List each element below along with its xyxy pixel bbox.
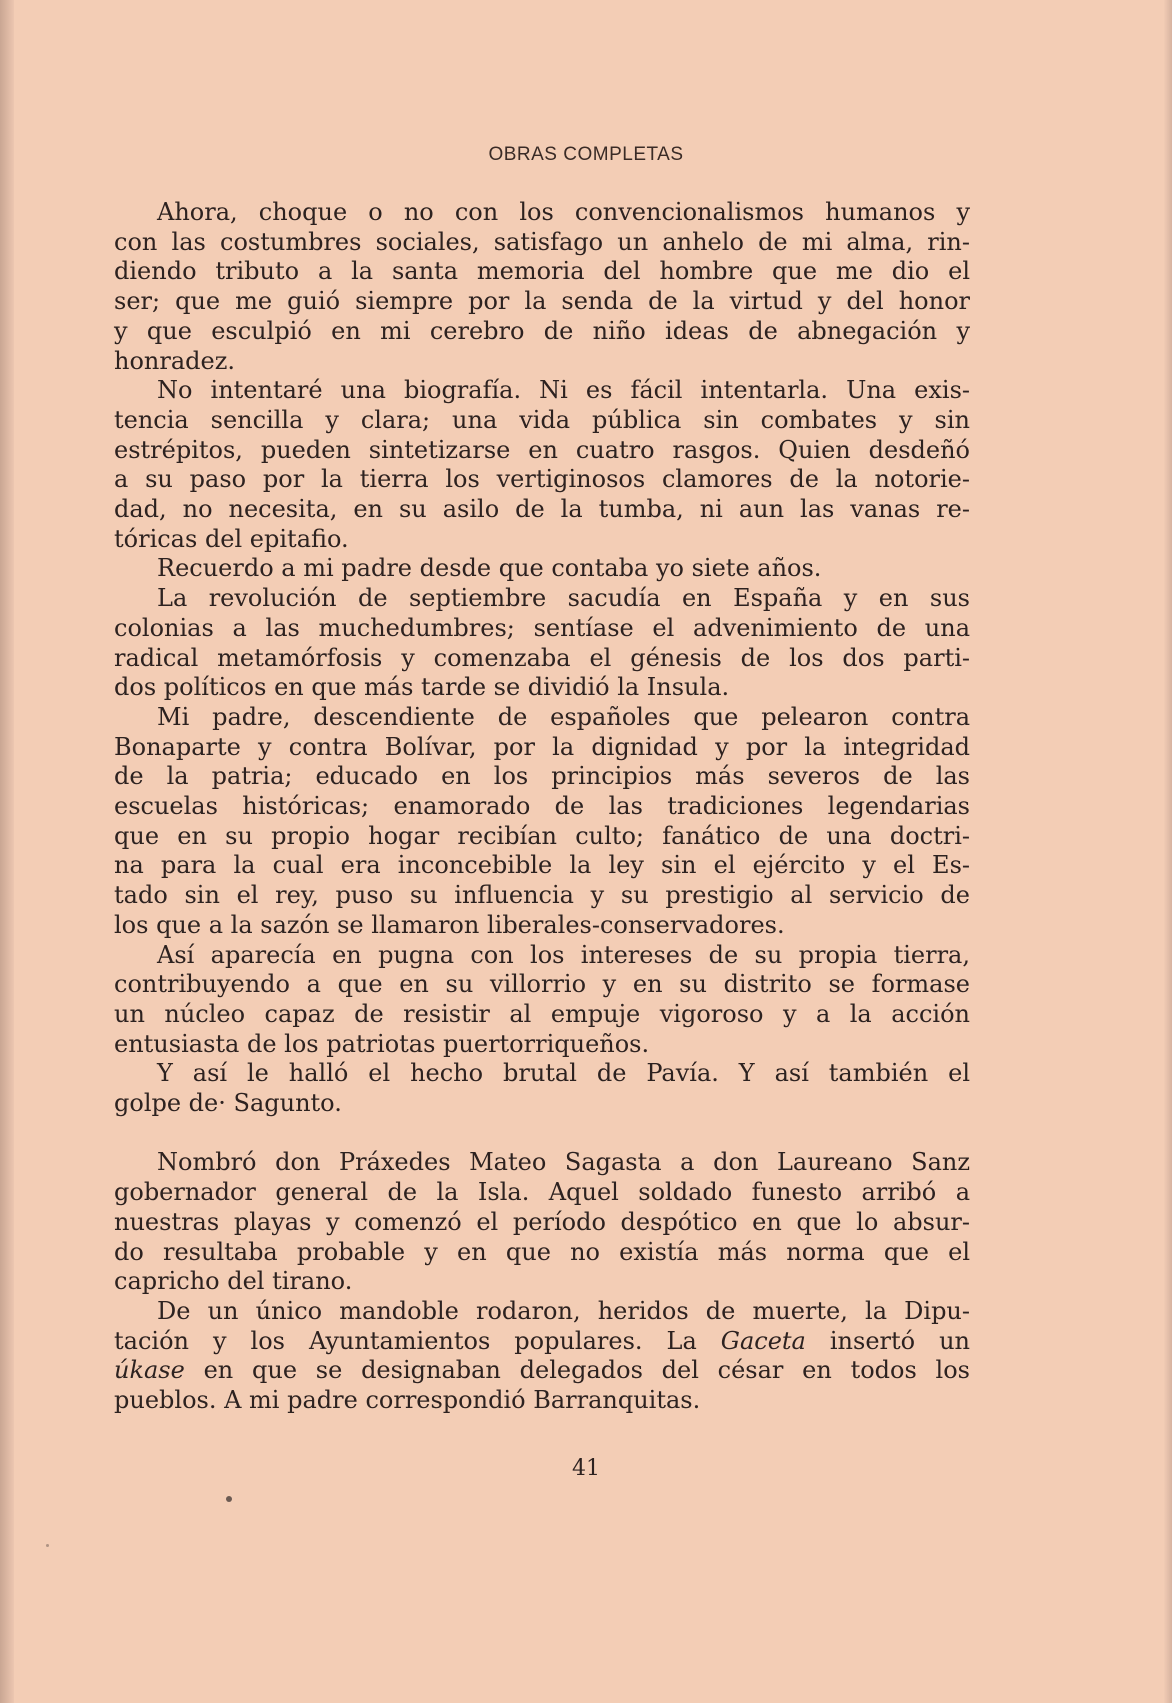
running-header: OBRAS COMPLETAS [488, 144, 684, 165]
text-line: tación y los Ayuntamientos populares. La Gaceta insertó un [114, 1326, 970, 1355]
text-line: capricho del tirano. [114, 1267, 353, 1296]
text-line: gobernador general de la Isla. Aquel soldado funesto arribó a [114, 1178, 970, 1207]
text-line: colonias a las muchedumbres; sentíase el advenimiento de una [114, 613, 970, 642]
text-line: estrépitos, pueden sintetizarse en cuatro rasgos. Quien desdeñó [114, 435, 970, 464]
text-line: No intentaré una biografía. Ni es fácil intentarla. Una exis- [157, 376, 970, 405]
page-left-edge [0, 0, 14, 1703]
paper-speck [46, 1544, 49, 1547]
text-line: do resultaba probable y en que no existía más norma que el [114, 1237, 970, 1266]
text-line: Así aparecía en pugna con los intereses de su propia tierra, [157, 940, 970, 969]
italic-gaceta: Gaceta [720, 1326, 806, 1355]
text-line: tencia sencilla y clara; una vida pública sin combates y sin [114, 405, 970, 434]
paragraph [114, 1148, 970, 1297]
text-line: de la patria; educado en los principios más severos de las [114, 762, 970, 791]
text-line: honradez. [114, 346, 235, 375]
body-text [114, 198, 970, 1416]
text-line: a su paso por la tierra los vertiginosos clamores de la notorie- [114, 465, 970, 494]
paragraph-group-2 [114, 1148, 970, 1297]
text-line: dos políticos en que más tarde se dividió la Insula. [114, 673, 730, 702]
text-line: ser; que me guió siempre por la senda de la virtud y del honor [114, 287, 970, 316]
text-line: contribuyendo a que en su villorrio y en su distrito se formase [114, 970, 970, 999]
text-line: nuestras playas y comenzó el período despótico en que lo absur- [114, 1207, 970, 1236]
text-line: que en su propio hogar recibían culto; fanático de una doctri- [114, 821, 970, 850]
paragraph [114, 584, 970, 703]
text-line: diendo tributo a la santa memoria del hombre que me dio el [114, 257, 970, 286]
text-line: escuelas históricas; enamorado de las tradiciones legendarias [114, 792, 970, 821]
text-line: un núcleo capaz de resistir al empuje vigoroso y a la acción [114, 999, 970, 1028]
text-line: pueblos. A mi padre correspondió Barranquitas. [114, 1386, 701, 1415]
paragraph-gaceta [114, 1297, 970, 1416]
page-right-edge [1164, 0, 1172, 1703]
page-number: 41 [572, 1456, 600, 1481]
text-line: con las costumbres sociales, satisfago un anhelo de mi alma, rin- [114, 227, 970, 256]
paragraph-group-1 [114, 198, 970, 1119]
paragraph [114, 941, 970, 1060]
text-line: Recuerdo a mi padre desde que contaba yo siete años. [157, 554, 822, 583]
text-line: tóricas del epitafio. [114, 524, 349, 553]
paragraph [114, 554, 970, 584]
text-line: Bonaparte y contra Bolívar, por la dignidad y por la integridad [114, 732, 970, 761]
text-line: Nombró don Práxedes Mateo Sagasta a don Laureano Sanz [157, 1148, 970, 1177]
paper-speck [226, 1496, 232, 1502]
text-line: entusiasta de los patriotas puertorriqueños. [114, 1029, 650, 1058]
text-line: dad, no necesita, en su asilo de la tumba, ni aun las vanas re- [114, 495, 970, 524]
paragraph [114, 376, 970, 554]
paragraph [114, 198, 970, 376]
text-line: golpe de· Sagunto. [114, 1089, 342, 1118]
paragraph [114, 1059, 970, 1118]
text-line: úkase en que se designaban delegados del césar en todos los [114, 1356, 970, 1385]
text-line: tado sin el rey, puso su influencia y su prestigio al servicio de [114, 881, 970, 910]
section-break [114, 1119, 970, 1149]
text-line: na para la cual era inconcebible la ley sin el ejército y el Es- [114, 851, 970, 880]
text-line: y que esculpió en mi cerebro de niño ideas de abnegación y [114, 316, 970, 345]
paragraph [114, 703, 970, 941]
text-line: Ahora, choque o no con los convencionalismos humanos y [157, 198, 970, 226]
text-line: Y así le halló el hecho brutal de Pavía. Y así también el [157, 1059, 970, 1088]
text-line: radical metamórfosis y comenzaba el génesis de los dos parti- [114, 643, 970, 672]
text-line: De un único mandoble rodaron, heridos de muerte, la Dipu- [157, 1297, 970, 1325]
italic-ukase: úkase [114, 1356, 185, 1385]
text-line: Mi padre, descendiente de españoles que pelearon contra [157, 702, 970, 731]
text-line: los que a la sazón se llamaron liberales-conservadores. [114, 910, 785, 939]
text-line: La revolución de septiembre sacudía en España y en sus [157, 584, 970, 613]
